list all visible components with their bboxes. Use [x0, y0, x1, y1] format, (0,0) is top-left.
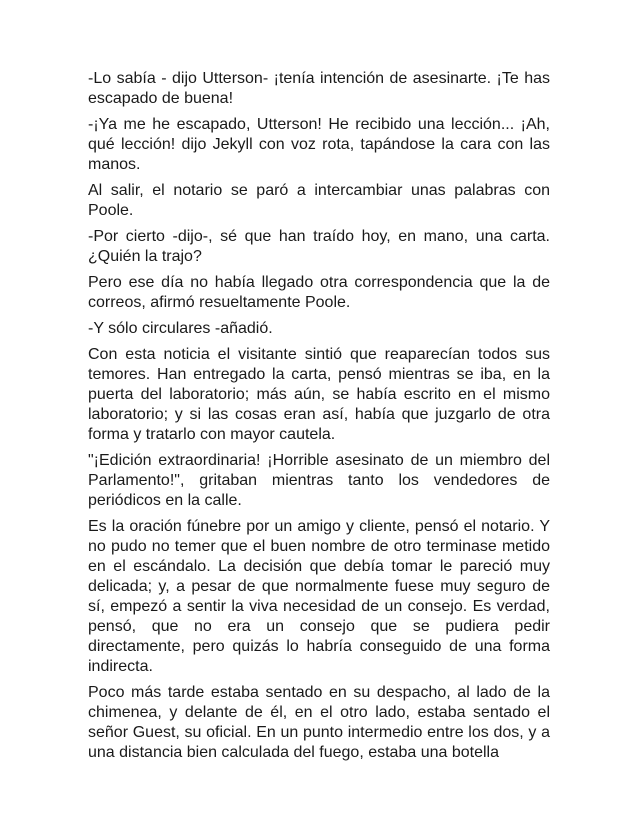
paragraph-4: -Por cierto -dijo-, sé que han traído hoy, en mano, una carta. ¿Quién la trajo?: [88, 228, 550, 265]
paragraph-3: Al salir, el notario se paró a intercambiar unas palabras con Poole.: [88, 182, 550, 219]
paragraph-10: Poco más tarde estaba sentado en su despacho, al lado de la chimenea, y delante de él, en el otro lado, estaba sentado el señor Guest, su oficial. En un punto intermedio entre los dos, y a una distancia bien calculada del fuego, estaba una botella: [88, 684, 550, 761]
paragraph-9: Es la oración fúnebre por un amigo y cliente, pensó el notario. Y no pudo no temer que el buen nombre de otro terminase metido en el escándalo. La decisión que debía tomar le pareció muy delicada; y, a pesar de que normalmente fuese muy seguro de sí, empezó a sentir la viva necesidad de un consejo. Es verdad, pensó, que no era un consejo que se pudiera pedir directamente, pero quizás lo habría conseguido de una forma indirecta.: [88, 518, 550, 675]
paragraph-8: "¡Edición extraordinaria! ¡Horrible asesinato de un miembro del Parlamento!", gritaban mientras tanto los vendedores de periódicos en la calle.: [88, 452, 550, 509]
document-page: [88, 69, 550, 769]
paragraph-1: -Lo sabía - dijo Utterson- ¡tenía intención de asesinarte. ¡Te has escapado de buena!: [88, 70, 550, 107]
paragraph-2: -¡Ya me he escapado, Utterson! He recibido una lección... ¡Ah, qué lección! dijo Jekyll con voz rota, tapándose la cara con las manos.: [88, 116, 550, 173]
paragraph-5: Pero ese día no había llegado otra correspondencia que la de correos, afirmó resueltamente Poole.: [88, 274, 550, 311]
paragraph-7: Con esta noticia el visitante sintió que reaparecían todos sus temores. Han entregado la carta, pensó mientras se iba, en la puerta del laboratorio; más aún, se había escrito en el mismo laboratorio; y si las cosas eran así, había que juzgarlo de otra forma y tratarlo con mayor cautela.: [88, 346, 550, 443]
paragraph-6: -Y sólo circulares -añadió.: [88, 320, 273, 337]
